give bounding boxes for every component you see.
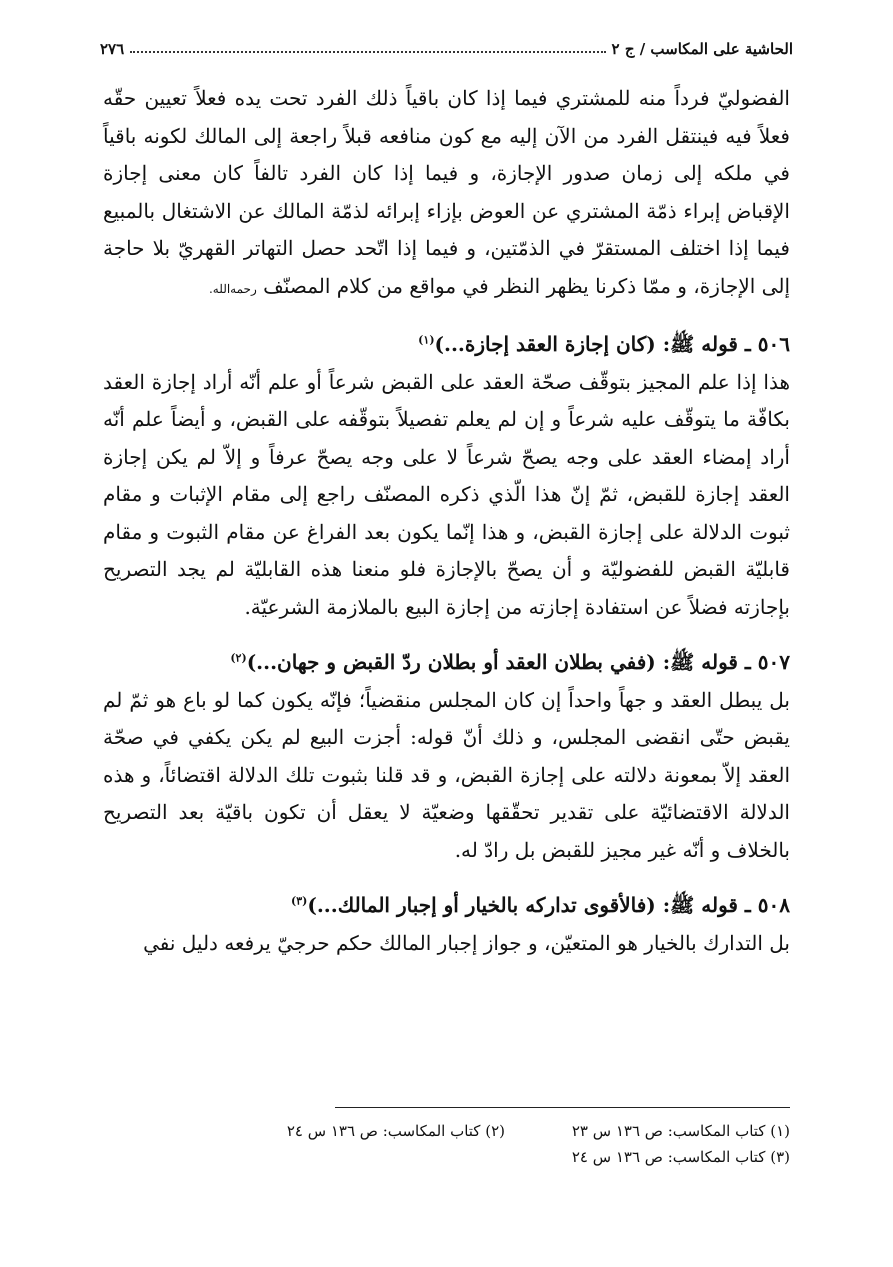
section-number: ٥٠٨ bbox=[757, 893, 790, 917]
intro-text: الفضوليّ فرداً منه للمشتري فيما إذا كان باقياً ذلك الفرد تحت يده فعلاً تعيين حقّه فعلاً فيه فينتقل الفرد من الآن إليه مع كون منافعه قبلاً راجعة إلى المالك لكونه باقياً في ملكه إلى زمان صدور الإجازة، و فيما إذا كان الفرد تالفاً كان معنى إجازة الإقباض إبراء ذمّة المشتري عن العوض بإزاء إبرائه لذمّة المالك عن الاشتغال بالمبيع فيما إذا اختلف المستقرّ في الذمّتين، و فيما إذا اتّحد حصل التهاتر القهريّ بلا حاجة إلى الإجازة، و ممّا ذكرنا يظهر النظر في مواقع من كلام المصنّف bbox=[103, 86, 790, 298]
section-number: ٥٠٦ bbox=[757, 332, 790, 356]
header-dot-leader bbox=[130, 41, 605, 53]
footnote-divider bbox=[335, 1107, 790, 1108]
section-heading-506: ٥٠٦ ـ قوله ﷺ: (كان إجازة العقد إجازة...)$^{(١)}$ bbox=[418, 332, 790, 356]
footnote-2: (٢) كتاب المكاسب: ص ١٣٦ س ٢٤ bbox=[286, 1122, 505, 1140]
footnote-ref: (٣) bbox=[291, 894, 308, 908]
running-title: الحاشية على المكاسب / ج ٢ bbox=[611, 40, 793, 58]
section-honor: ﷺ: bbox=[662, 893, 695, 917]
intro-paragraph bbox=[103, 80, 790, 308]
footnote-ref: (١) bbox=[418, 333, 435, 347]
section-qawluh: قوله bbox=[701, 893, 738, 917]
footnote-row bbox=[190, 1144, 790, 1170]
section-paragraph-508: بل التدارك بالخيار هو المتعيّن، و جواز إجبار المالك حكم حرجيّ يرفعه دليل نفي bbox=[143, 930, 790, 955]
page-header bbox=[100, 36, 793, 62]
footnote-row bbox=[190, 1118, 790, 1144]
footnote-1: (١) كتاب المكاسب: ص ١٣٦ س ٢٣ bbox=[571, 1122, 790, 1140]
section-heading-507: ٥٠٧ ـ قوله ﷺ: (ففي بطلان العقد أو بطلان ردّ القبض و جهان...)$^{(٢)}$ bbox=[230, 650, 790, 674]
section-qawluh: قوله bbox=[701, 332, 738, 356]
section-quote: (كان إجازة العقد إجازة...) bbox=[434, 332, 656, 356]
footnote-ref: (٢) bbox=[230, 651, 247, 665]
section-number: ٥٠٧ bbox=[757, 650, 790, 674]
section-honor: ﷺ: bbox=[662, 650, 695, 674]
section-quote: (فالأقوى تداركه بالخيار أو إجبار المالك...) bbox=[307, 893, 656, 917]
section-heading-508: ٥٠٨ ـ قوله ﷺ: (فالأقوى تداركه بالخيار أو إجبار المالك...)$^{(٣)}$ bbox=[291, 893, 790, 917]
footnotes bbox=[190, 1118, 790, 1170]
section-quote: (ففي بطلان العقد أو بطلان ردّ القبض و جهان...) bbox=[246, 650, 656, 674]
footnote-3: (٣) كتاب المكاسب: ص ١٣٦ س ٢٤ bbox=[571, 1148, 790, 1166]
honorific-text: رحمه‌الله. bbox=[208, 281, 257, 296]
main-text bbox=[103, 80, 790, 962]
page-number: ٢٧٦ bbox=[100, 40, 125, 58]
section-paragraph-506: هذا إذا علم المجيز بتوقّف صحّة العقد على القبض شرعاً أو علم أنّه أراد إجازة العقد بكافّة ما يتوقّف عليه شرعاً و إن لم يعلم تفصيلاً بتوقّفه على القبض، و أيضاً علم أنّه أراد إمضاء العقد على وجه يصحّ شرعاً لا على وجه يصحّ عرفاً و إلاّ لم يكن إجازة العقد إجازة للقبض، ثمّ إنّ هذا الّذي ذكره المصنّف راجع إلى مقام الإثبات و مقام ثبوت الدلالة على إجازة القبض، و هذا إنّما يكون بعد الفراغ عن مقام الثبوت و مقام قابليّة القبض للفضوليّة و أن يصحّ بالإجازة فلو منعنا هذه القابليّة لم يجد التصريح بإجازته فضلاً عن استفادة إجازته من إجازة البيع بالملازمة الشرعيّة. bbox=[103, 369, 790, 619]
section-honor: ﷺ: bbox=[662, 332, 695, 356]
section-qawluh: قوله bbox=[701, 650, 738, 674]
section-paragraph-507: بل يبطل العقد و جهاً واحداً إن كان المجلس منقضياً؛ فإنّه يكون كما لو باع هو ثمّ لم يقبض حتّى انقضى المجلس، و ذلك أنّ قوله: أجزت البيع لم يكن يكفي في صحّة العقد إلاّ بمعونة دلالته على إجازة القبض، و قد قلنا بثبوت تلك الدلالة اقتضائاً، و هذه الدلالة الاقتضائيّة على تقدير تحقّقها وضعيّة لا يعقل أن تكون باقيّة بعد التصريح بالخلاف و أنّه غير مجيز للقبض بل رادّ له. bbox=[103, 687, 790, 862]
